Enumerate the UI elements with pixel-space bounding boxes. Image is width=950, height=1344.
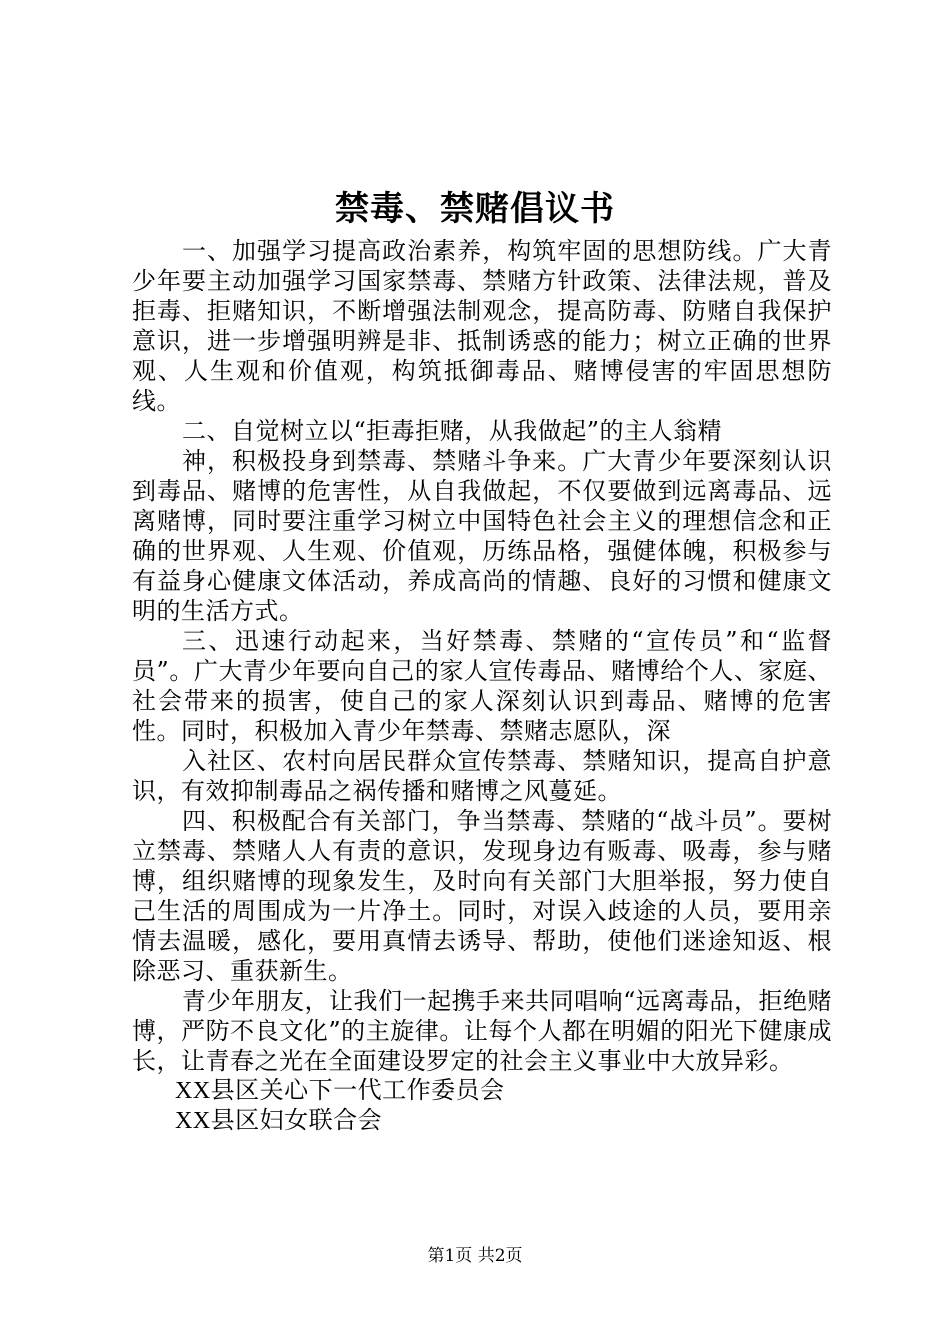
document-title: 禁毒、禁赌倡议书 [335, 189, 615, 229]
paragraph-1: 一、加强学习提高政治素养，构筑牢固的思想防线。广大青少年要主动加强学习国家禁毒、禁赌方针政策、法律法规，普及拒毒、拒赌知识，不断增强法制观念，提高防毒、防赌自我保护意识，进一步增强明辨是非、抵制诱惑的能力；树立正确的世界观、人生观和价值观，构筑抵御毒品、赌博侵害的牢固思想防线。 [132, 237, 832, 415]
paragraph-4: 三、迅速行动起来，当好禁毒、禁赌的“宣传员”和“监督员”。广大青少年要向自己的家人宣传毒品、赌博给个人、家庭、社会带来的损害，使自己的家人深刻认识到毒品、赌博的危害性。同时，积极加入青少年禁毒、禁赌志愿队，深 [132, 627, 832, 745]
paragraph-6: 四、积极配合有关部门，争当禁毒、禁赌的“战斗员”。要树立禁毒、禁赌人人有责的意识，发现身边有贩毒、吸毒，参与赌博，组织赌博的现象发生，及时向有关部门大胆举报，努力使自己生活的周围成为一片净土。同时，对误入歧途的人员，要用亲情去温暖，感化，要用真情去诱导、帮助，使他们迷途知返、根除恶习、重获新生。 [132, 807, 832, 985]
paragraph-2: 二、自觉树立以“拒毒拒赌，从我做起”的主人翁精 [182, 417, 723, 445]
paragraph-5: 入社区、农村向居民群众宣传禁毒、禁赌知识，提高自护意识，有效抑制毒品之祸传播和赌博之风蔓延。 [132, 747, 832, 805]
paragraph-7: 青少年朋友，让我们一起携手来共同唱响“远离毒品，拒绝赌博，严防不良文化”的主旋律。让每个人都在明媚的阳光下健康成长，让青春之光在全面建设罗定的社会主义事业中大放异彩。 [132, 987, 832, 1075]
paragraph-3: 神，积极投身到禁毒、禁赌斗争来。广大青少年要深刻认识到毒品、赌博的危害性，从自我做起，不仅要做到远离毒品、远离赌博，同时要注重学习树立中国特色社会主义的理想信念和正确的世界观、人生观、价值观，历练品格，强健体魄，积极参与有益身心健康文体活动，养成高尚的情趣、良好的习惯和健康文明的生活方式。 [132, 447, 832, 625]
page-number-footer: 第1页 共2页 [427, 1246, 523, 1266]
signature-womens-federation: XX县区妇女联合会 [175, 1108, 383, 1134]
document-body [132, 236, 832, 1136]
signature-committee: XX县区关心下一代工作委员会 [175, 1078, 505, 1104]
